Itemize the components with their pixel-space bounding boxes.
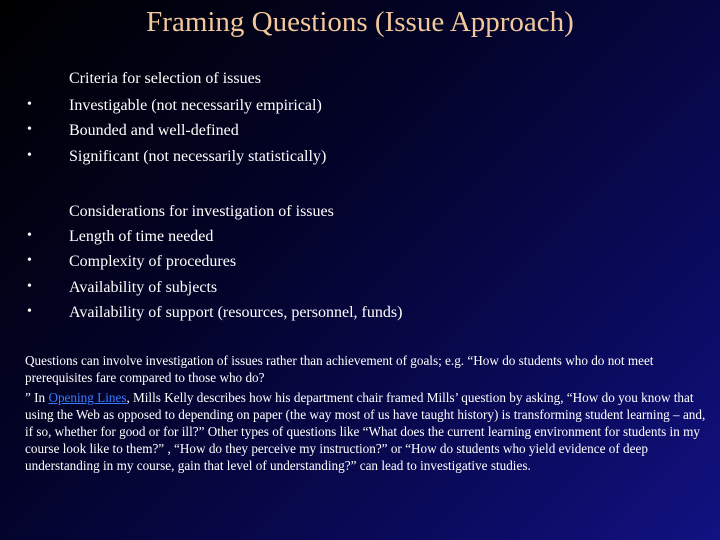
considerations-heading: Considerations for investigation of issues <box>69 203 334 220</box>
considerations-item <box>0 279 700 301</box>
bullet-icon: • <box>27 228 32 243</box>
bullet-icon: • <box>27 253 32 268</box>
criteria-item <box>0 148 700 170</box>
bullet-icon: • <box>27 122 32 137</box>
criteria-item <box>0 97 700 119</box>
considerations-item-text: Length of time needed <box>69 228 214 245</box>
considerations-item <box>0 304 700 326</box>
slide-title: Framing Questions (Issue Approach) <box>146 6 574 38</box>
bullet-icon: • <box>27 304 32 319</box>
considerations-item-text: Complexity of procedures <box>69 253 237 270</box>
criteria-heading: Criteria for selection of issues <box>69 70 261 87</box>
criteria-item-text: Bounded and well-defined <box>69 122 239 139</box>
paragraph-prefix: ” In <box>25 390 49 405</box>
considerations-item <box>0 228 700 250</box>
bullet-icon: • <box>27 148 32 163</box>
body-paragraph <box>25 389 715 474</box>
paragraph-text: , Mills Kelly describes how his department chair framed Mills’ question by asking, “How do you know that using the Web as opposed to depending on paper (the way most of us have taught history) is transforming student learning – and, if so, whether for good or for ill?” Other types of questions like “What does the current learning environment for students in my course look like to them?” , “How do they perceive my instruction?” or “How do students who yield evidence of deep understanding in my course, gain that level of understanding?” can lead to investigative studies. <box>25 390 706 473</box>
bullet-icon: • <box>27 97 32 112</box>
opening-lines-link[interactable]: Opening Lines <box>48 390 127 405</box>
considerations-item <box>0 253 700 275</box>
considerations-item-text: Availability of support (resources, personnel, funds) <box>69 304 403 321</box>
criteria-item-text: Significant (not necessarily statistically) <box>69 148 327 165</box>
body-paragraph: Questions can involve investigation of issues rather than achievement of goals; e.g. “How do students who do not meet prerequisites fare compared to those who do? <box>25 353 654 385</box>
criteria-item <box>0 122 700 144</box>
considerations-item-text: Availability of subjects <box>69 279 218 296</box>
criteria-item-text: Investigable (not necessarily empirical) <box>69 97 322 114</box>
bullet-icon: • <box>27 279 32 294</box>
